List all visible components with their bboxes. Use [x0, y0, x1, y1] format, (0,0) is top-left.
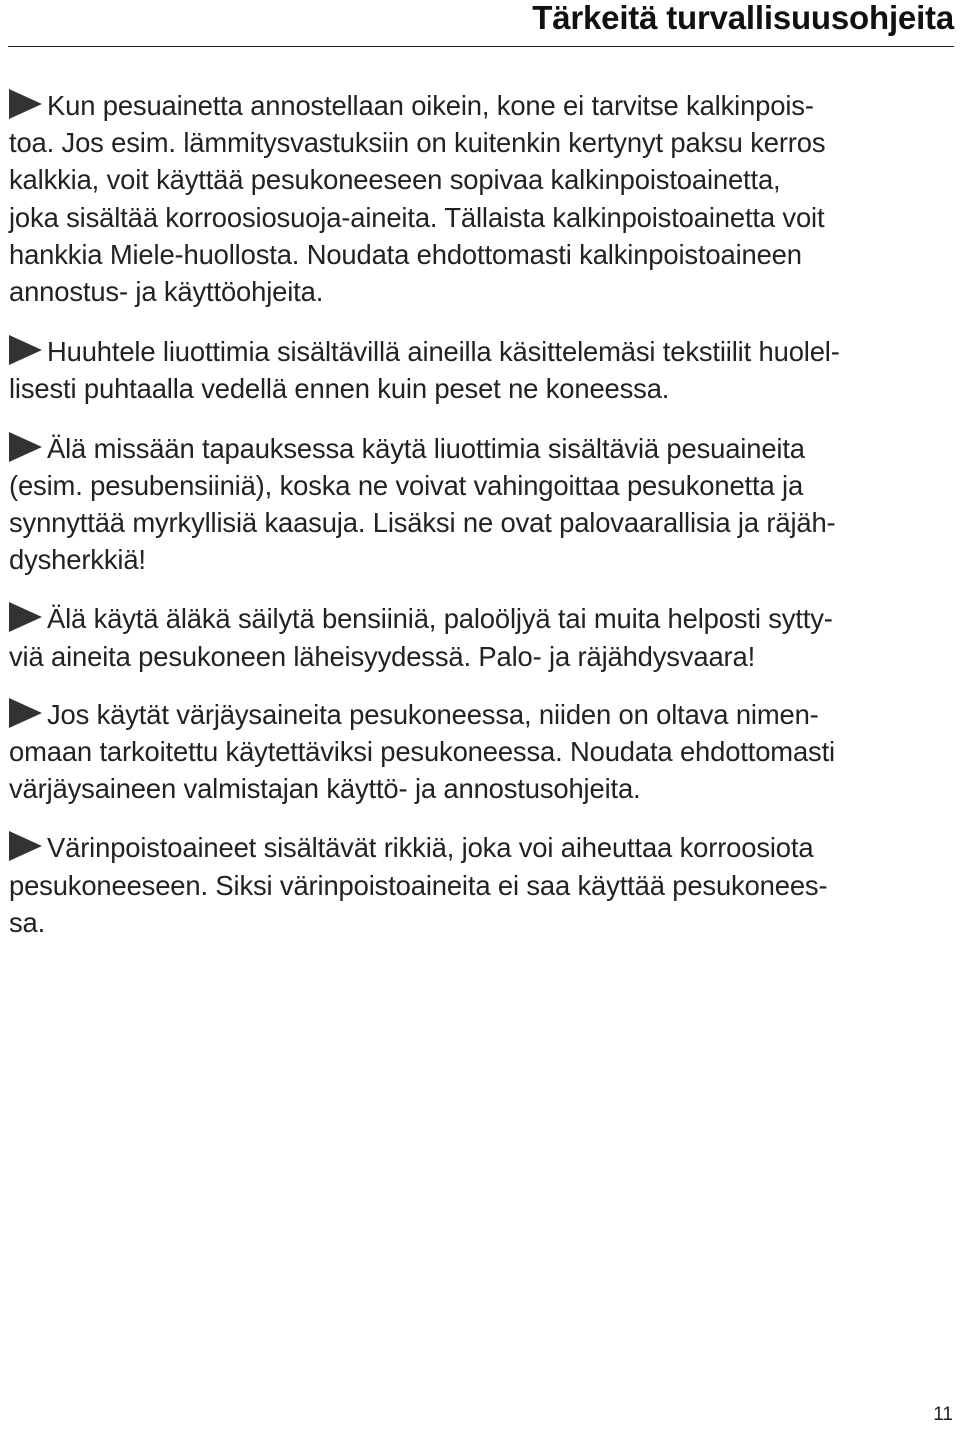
text-line: (esim. pesubensiiniä), koska ne voivat vahingoittaa pesukonetta ja	[9, 469, 804, 501]
text-line: Kun pesuainetta annostellaan oikein, kone ei tarvitse kalkinpois-	[47, 90, 814, 121]
text-line: Älä käytä äläkä säilytä bensiiniä, paloöljyä tai muita helposti sytty-	[47, 603, 833, 635]
text-line: kalkkia, voit käyttää pesukoneeseen sopivaa kalkinpoistoainetta,	[9, 164, 781, 196]
instruction-paragraph	[9, 600, 949, 674]
text-line: Älä missään tapauksessa käytä liuottimia sisältäviä pesuaineita	[47, 432, 805, 464]
text-line: värjäysaineen valmistajan käyttö- ja annostusohjeita.	[9, 773, 641, 805]
instruction-paragraph	[9, 430, 949, 579]
text-line: toa. Jos esim. lämmitysvastuksiin on kuitenkin kertynyt paksu kerros	[9, 127, 826, 159]
instruction-paragraph	[9, 333, 949, 407]
instruction-paragraph	[9, 829, 949, 941]
bullet-arrow-icon	[9, 432, 42, 462]
instruction-paragraph	[9, 87, 949, 310]
safety-instructions	[9, 87, 949, 941]
text-line: Jos käytät värjäysaineita pesukoneessa, niiden on oltava nimen-	[47, 698, 819, 730]
header-divider	[8, 46, 954, 47]
text-line: omaan tarkoitettu käytettäviksi pesukoneessa. Noudata ehdottomasti	[9, 736, 835, 768]
bullet-arrow-icon	[9, 698, 42, 728]
instruction-paragraph	[9, 696, 949, 808]
page-number: 11	[933, 1404, 953, 1425]
page-header	[0, 0, 960, 48]
text-line: sa.	[9, 906, 46, 938]
text-line: lisesti puhtaalla vedellä ennen kuin peset ne koneessa.	[9, 373, 670, 405]
text-line: pesukoneeseen. Siksi värinpoistoaineita ei saa käyttää pesukonees-	[9, 869, 828, 901]
bullet-arrow-icon	[9, 335, 42, 365]
text-line: synnyttää myrkyllisiä kaasuja. Lisäksi ne ovat palovaarallisia ja räjäh-	[9, 507, 836, 539]
bullet-arrow-icon	[9, 602, 42, 632]
text-line: hankkia Miele-huollosta. Noudata ehdottomasti kalkinpoistoaineen	[9, 238, 802, 270]
bullet-arrow-icon	[9, 831, 42, 861]
text-line: annostus- ja käyttöohjeita.	[9, 276, 324, 308]
text-line: Huuhtele liuottimia sisältävillä aineilla käsittelemäsi tekstiilit huolel-	[47, 336, 840, 368]
page-title: Tärkeitä turvallisuusohjeita	[532, 0, 954, 36]
text-line: viä aineita pesukoneen läheisyydessä. Palo- ja räjähdysvaara!	[9, 640, 756, 672]
text-line: dysherkkiä!	[9, 544, 146, 576]
text-line: joka sisältää korroosiosuoja-aineita. Tällaista kalkinpoistoainetta voit	[9, 201, 825, 233]
text-line: Värinpoistoaineet sisältävät rikkiä, joka voi aiheuttaa korroosiota	[47, 832, 814, 864]
bullet-arrow-icon	[9, 89, 42, 119]
